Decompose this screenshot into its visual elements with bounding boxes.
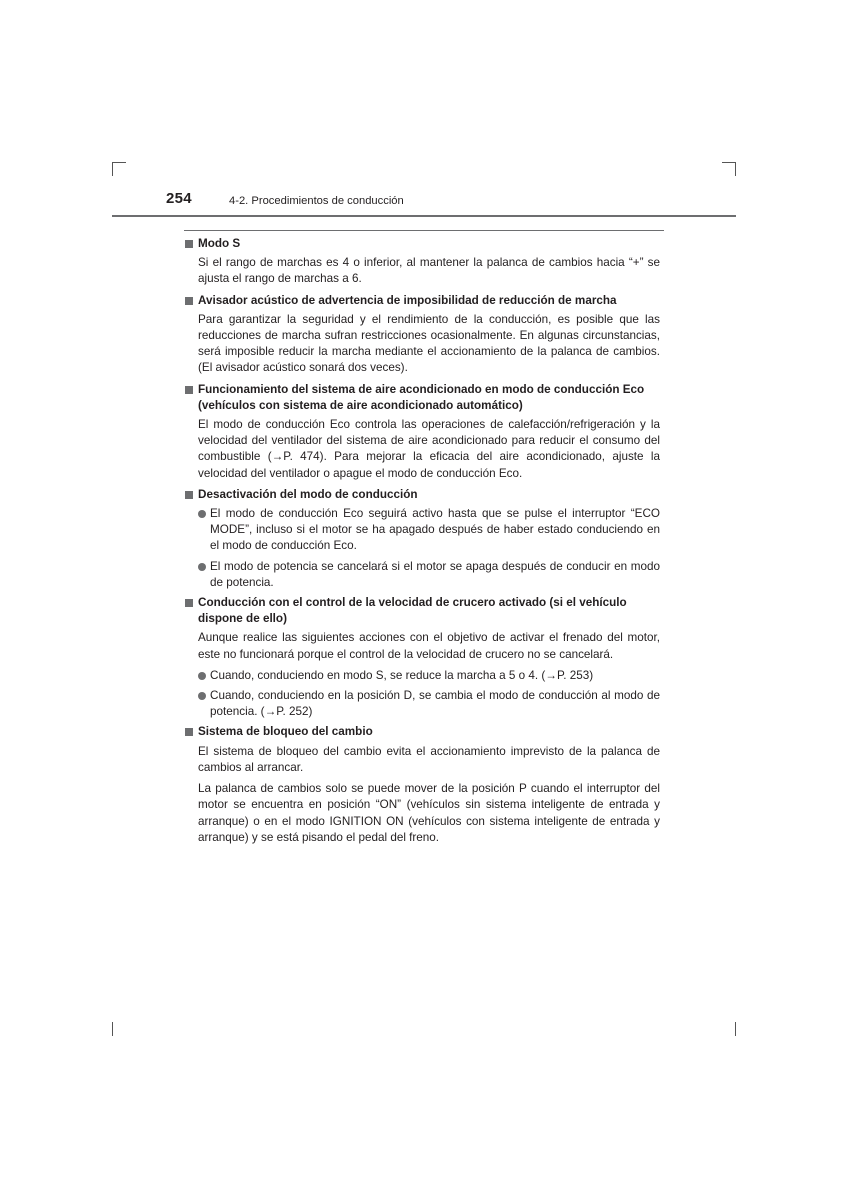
- bullet-text: El modo de potencia se cancelará si el motor se apaga después de conducir en modo de potencia.: [210, 559, 660, 589]
- square-bullet-icon: [185, 240, 193, 248]
- section-modo-s: [185, 236, 660, 288]
- heading-text: Funcionamiento del sistema de aire acondicionado en modo de conducción Eco (vehículos con sistema de aire acondicionado automático): [198, 382, 645, 412]
- section-sistema-bloqueo-cambio: [185, 724, 660, 845]
- crop-mark: [735, 1022, 736, 1036]
- page-number: 254: [166, 190, 192, 207]
- section-heading: [185, 293, 660, 309]
- square-bullet-icon: [185, 491, 193, 499]
- heading-text: Sistema de bloqueo del cambio: [198, 725, 373, 739]
- section-heading: [185, 595, 660, 627]
- section-heading: [185, 487, 660, 503]
- crop-mark: [735, 162, 736, 176]
- page-content: [185, 236, 660, 851]
- square-bullet-icon: [185, 728, 193, 736]
- bullet-text: El modo de conducción Eco seguirá activo hasta que se pulse el interruptor “ECO MODE”, incluso si el motor se ha apagado después de haber estado conduciendo en el modo de conducción Eco.: [210, 507, 660, 553]
- round-bullet-icon: [198, 672, 206, 680]
- section-aire-acondicionado-eco: [185, 382, 660, 482]
- header-rule: [112, 215, 736, 217]
- section-control-velocidad-crucero: [185, 595, 660, 720]
- crop-mark: [112, 162, 126, 163]
- bullet-text: Cuando, conduciendo en modo S, se reduce la marcha a 5 o 4. (→P. 253): [210, 668, 594, 682]
- heading-text: Conducción con el control de la velocidad de crucero activado (si el vehículo dispone de ello): [198, 596, 627, 626]
- section-heading: [185, 382, 660, 414]
- paragraph: La palanca de cambios solo se puede mover de la posición P cuando el interruptor del motor se encuentra en posición “ON” (vehículos sin sistema inteligente de entrada y arranque) o en el modo IGNITION ON (vehículos con sistema inteligente de entrada y arranque) y se está pisando el pedal del freno.: [198, 782, 660, 844]
- section-avisador-acustico: [185, 293, 660, 377]
- bullet-item: [198, 668, 660, 684]
- heading-text: Modo S: [198, 237, 241, 250]
- round-bullet-icon: [198, 563, 206, 571]
- square-bullet-icon: [185, 297, 193, 305]
- paragraph: El modo de conducción Eco controla las operaciones de calefacción/refrigeración y la velocidad del ventilador del sistema de aire acondicionado para reducir el consumo del combustible (→P. 474). Para mejorar la eficacia del aire acondicionado, ajuste la velocidad del ventilador o apague el modo de conducción Eco.: [198, 418, 660, 480]
- bullet-text: Cuando, conduciendo en la posición D, se cambia el modo de conducción al modo de potencia. (→P. 252): [210, 689, 660, 719]
- bullet-item: [198, 688, 660, 720]
- square-bullet-icon: [185, 386, 193, 394]
- section-desactivacion-modo: [185, 487, 660, 591]
- paragraph: Aunque realice las siguientes acciones con el objetivo de activar el frenado del motor, este no funcionará porque el control de la velocidad de crucero no se cancelará.: [198, 631, 660, 661]
- running-head: 4-2. Procedimientos de conducción: [229, 195, 404, 207]
- crop-mark: [112, 1022, 113, 1036]
- section-heading: [185, 724, 660, 740]
- section-heading: [185, 236, 660, 252]
- paragraph: Si el rango de marchas es 4 o inferior, al mantener la palanca de cambios hacia “+” se ajusta el rango de marchas a 6.: [198, 256, 660, 286]
- bullet-item: [198, 506, 660, 555]
- paragraph: El sistema de bloqueo del cambio evita el accionamiento imprevisto de la palanca de cambios al arrancar.: [198, 744, 660, 774]
- heading-text: Desactivación del modo de conducción: [198, 487, 418, 501]
- square-bullet-icon: [185, 599, 193, 607]
- paragraph: Para garantizar la seguridad y el rendimiento de la conducción, es posible que las reducciones de marcha sufran restricciones ocasionalmente. En algunas circunstancias, será imposible reducir la marcha mediante el accionamiento de la palanca de cambios. (El avisador acústico sonará dos veces).: [198, 312, 660, 375]
- crop-mark: [112, 162, 113, 176]
- bullet-item: [198, 559, 660, 591]
- content-top-rule: [184, 230, 664, 231]
- heading-text: Avisador acústico de advertencia de imposibilidad de reducción de marcha: [198, 293, 617, 307]
- crop-mark: [722, 162, 736, 163]
- round-bullet-icon: [198, 510, 206, 518]
- round-bullet-icon: [198, 692, 206, 700]
